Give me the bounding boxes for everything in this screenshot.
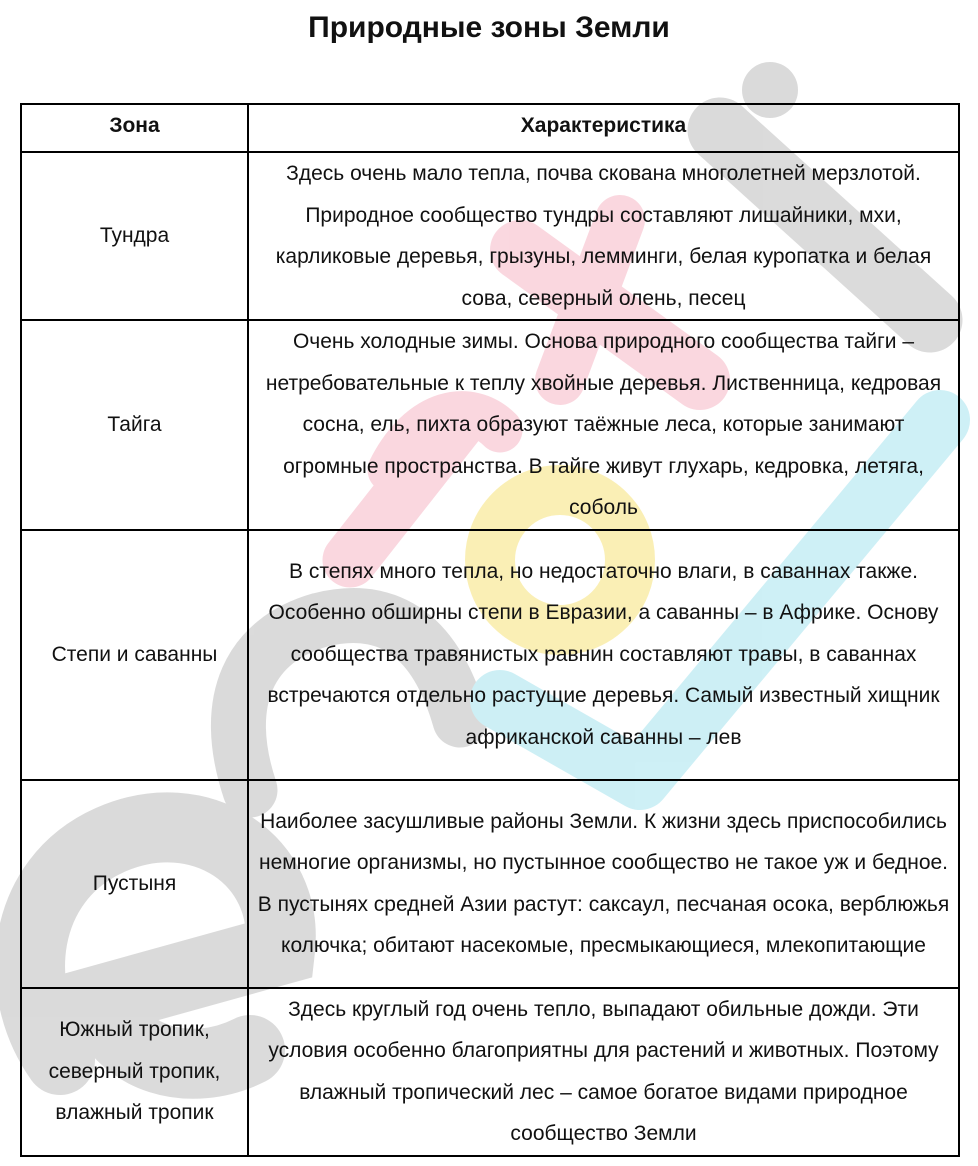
zone-cell: Пустыня bbox=[21, 780, 248, 988]
zone-cell: Тундра bbox=[21, 152, 248, 320]
description-cell: Здесь очень мало тепла, почва скована многолетней мерзлотой. Природное сообщество тундры составляют лишайники, мхи, карликовые деревья, грызуны, лемминги, белая куропатка и белая сова, северный олень, песец bbox=[248, 152, 959, 320]
zone-cell: Южный тропик, северный тропик, влажный тропик bbox=[21, 988, 248, 1156]
description-cell: Наиболее засушливые районы Земли. К жизни здесь приспособились немногие организмы, но пустынное сообщество не такое уж и бедное. В пустынях средней Азии растут: саксаул, песчаная осока, верблюжья колючка; обитают насекомые, пресмыкающиеся, млекопитающие bbox=[248, 780, 959, 988]
page-title: Природные зоны Земли bbox=[308, 11, 670, 44]
table-row bbox=[21, 530, 959, 780]
table-header-row bbox=[21, 104, 959, 152]
zone-cell: Тайга bbox=[21, 320, 248, 530]
zones-table bbox=[20, 103, 960, 1157]
description-cell: Здесь круглый год очень тепло, выпадают обильные дожди. Эти условия особенно благоприятны для растений и животных. Поэтому влажный тропический лес – самое богатое видами природное сообщество Земли bbox=[248, 988, 959, 1156]
table-row bbox=[21, 780, 959, 988]
header-characteristic: Характеристика bbox=[248, 104, 959, 152]
table-row bbox=[21, 152, 959, 320]
table-row bbox=[21, 988, 959, 1156]
description-cell: В степях много тепла, но недостаточно влаги, в саваннах также. Особенно обширны степи в Евразии, а саванны – в Африке. Основу сообщества травянистых равнин составляют травы, в саваннах встречаются отдельно растущие деревья. Самый известный хищник африканской саванны – лев bbox=[248, 530, 959, 780]
header-zone: Зона bbox=[21, 104, 248, 152]
description-cell: Очень холодные зимы. Основа природного сообщества тайги – нетребовательные к теплу хвойные деревья. Лиственница, кедровая сосна, ель, пихта образуют таёжные леса, которые занимают огромные пространства. В тайге живут глухарь, кедровка, летяга, соболь bbox=[248, 320, 959, 530]
zone-cell: Степи и саванны bbox=[21, 530, 248, 780]
table-row bbox=[21, 320, 959, 530]
